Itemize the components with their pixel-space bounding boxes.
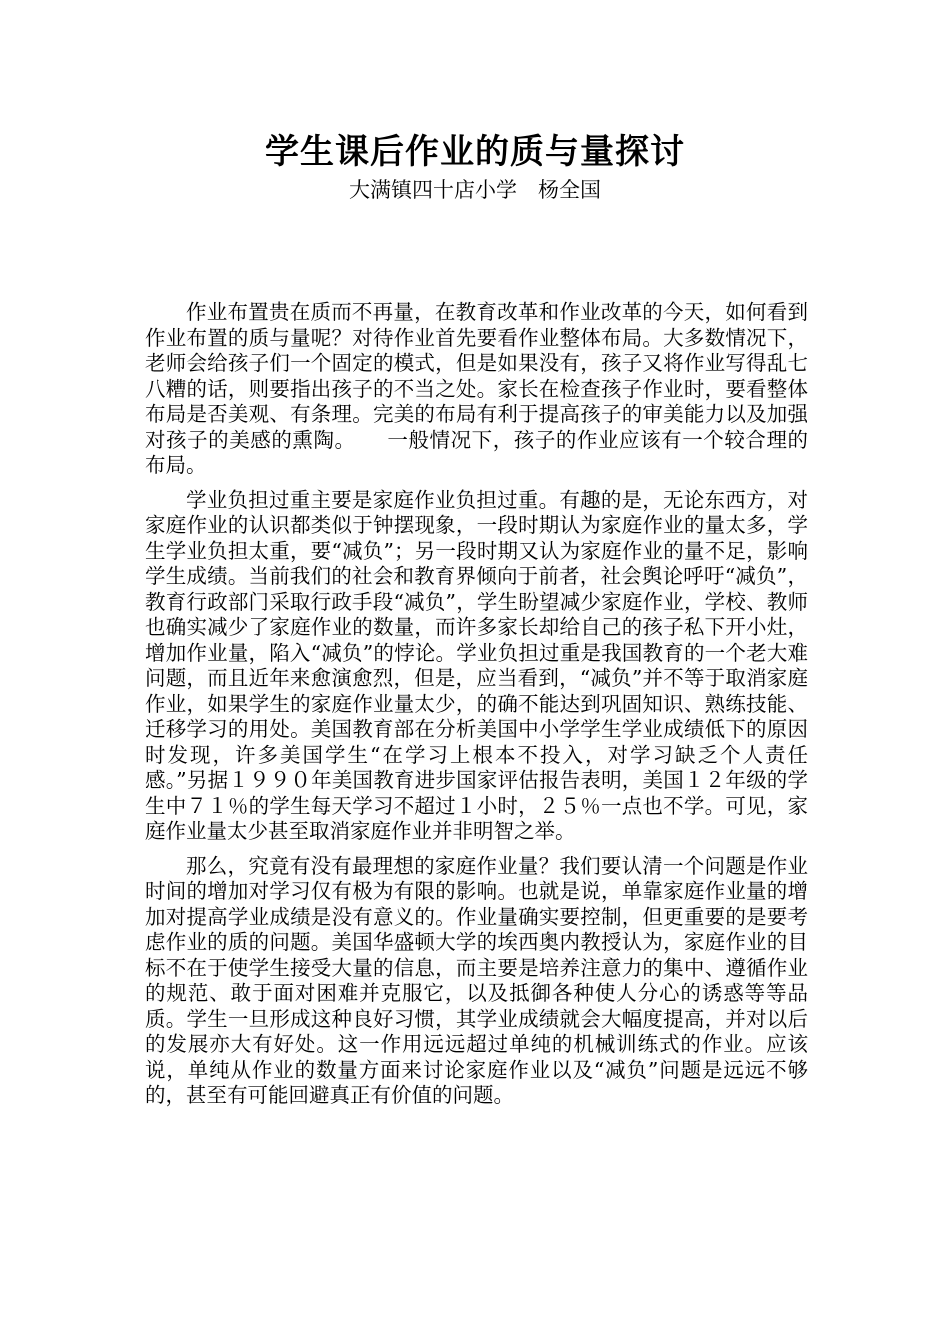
document-body: [145, 300, 808, 1109]
paragraph-2: 学业负担过重主要是家庭作业负担过重。有趣的是，无论东西方，对家庭作业的认识都类似于钟摆现象，一段时期认为家庭作业的量太多，学生学业负担太重，要“减负”；另一段时期又认为家庭作业的量不足，影响学生成绩。当前我们的社会和教育界倾向于前者，社会舆论呼吁“减负”，教育行政部门采取行政手段“减负”，学生盼望减少家庭作业，学校、教师也确实减少了家庭作业的数量，而许多家长却给自己的孩子私下开小灶，增加作业量，陷入“减负”的悖论。学业负担过重是我国教育的一个老大难问题，而且近年来愈演愈烈，但是，应当看到，“减负”并不等于取消家庭作业，如果学生的家庭作业量太少，的确不能达到巩固知识、熟练技能、迁移学习的用处。美国教育部在分析美国中小学学生学业成绩低下的原因时发现，许多美国学生“在学习上根本不投入，对学习缺乏个人责任感。”另据１９９０年美国教育进步国家评估报告表明，美国１２年级的学生中７１％的学生每天学习不超过１小时，２５％一点也不学。可见，家庭作业量太少甚至取消家庭作业并非明智之举。: [145, 487, 808, 843]
paragraph-3: 那么，究竟有没有最理想的家庭作业量？我们要认清一个问题是作业时间的增加对学习仅有极为有限的影响。也就是说，单靠家庭作业量的增加对提高学业成绩是没有意义的。作业量确实要控制，但更重要的是要考虑作业的质的问题。美国华盛顿大学的埃西奥内教授认为，家庭作业的目标不在于使学生接受大量的信息，而主要是培养注意力的集中、遵循作业的规范、敢于面对困难并克服它，以及抵御各种使人分心的诱惑等等品质。学生一旦形成这种良好习惯，其学业成绩就会大幅度提高，并对以后的发展亦大有好处。这一作用远远超过单纯的机械训练式的作业。应该说，单纯从作业的数量方面来讨论家庭作业以及“减负”问题是远远不够的，甚至有可能回避真正有价值的问题。: [145, 853, 808, 1107]
document-author: 大满镇四十店小学 杨全国: [349, 178, 601, 202]
document-title: 学生课后作业的质与量探讨: [265, 132, 685, 172]
paragraph-1: 作业布置贵在质而不再量，在教育改革和作业改革的今天，如何看到作业布置的质与量呢？对待作业首先要看作业整体布局。大多数情况下，老师会给孩子们一个固定的模式，但是如果没有，孩子又将作业写得乱七八糟的话，则要指出孩子的不当之处。家长在检查孩子作业时，要看整体布局是否美观、有条理。完美的布局有利于提高孩子的审美能力以及加强对孩子的美感的熏陶。 一般情况下，孩子的作业应该有一个较合理的布局。: [145, 300, 808, 477]
